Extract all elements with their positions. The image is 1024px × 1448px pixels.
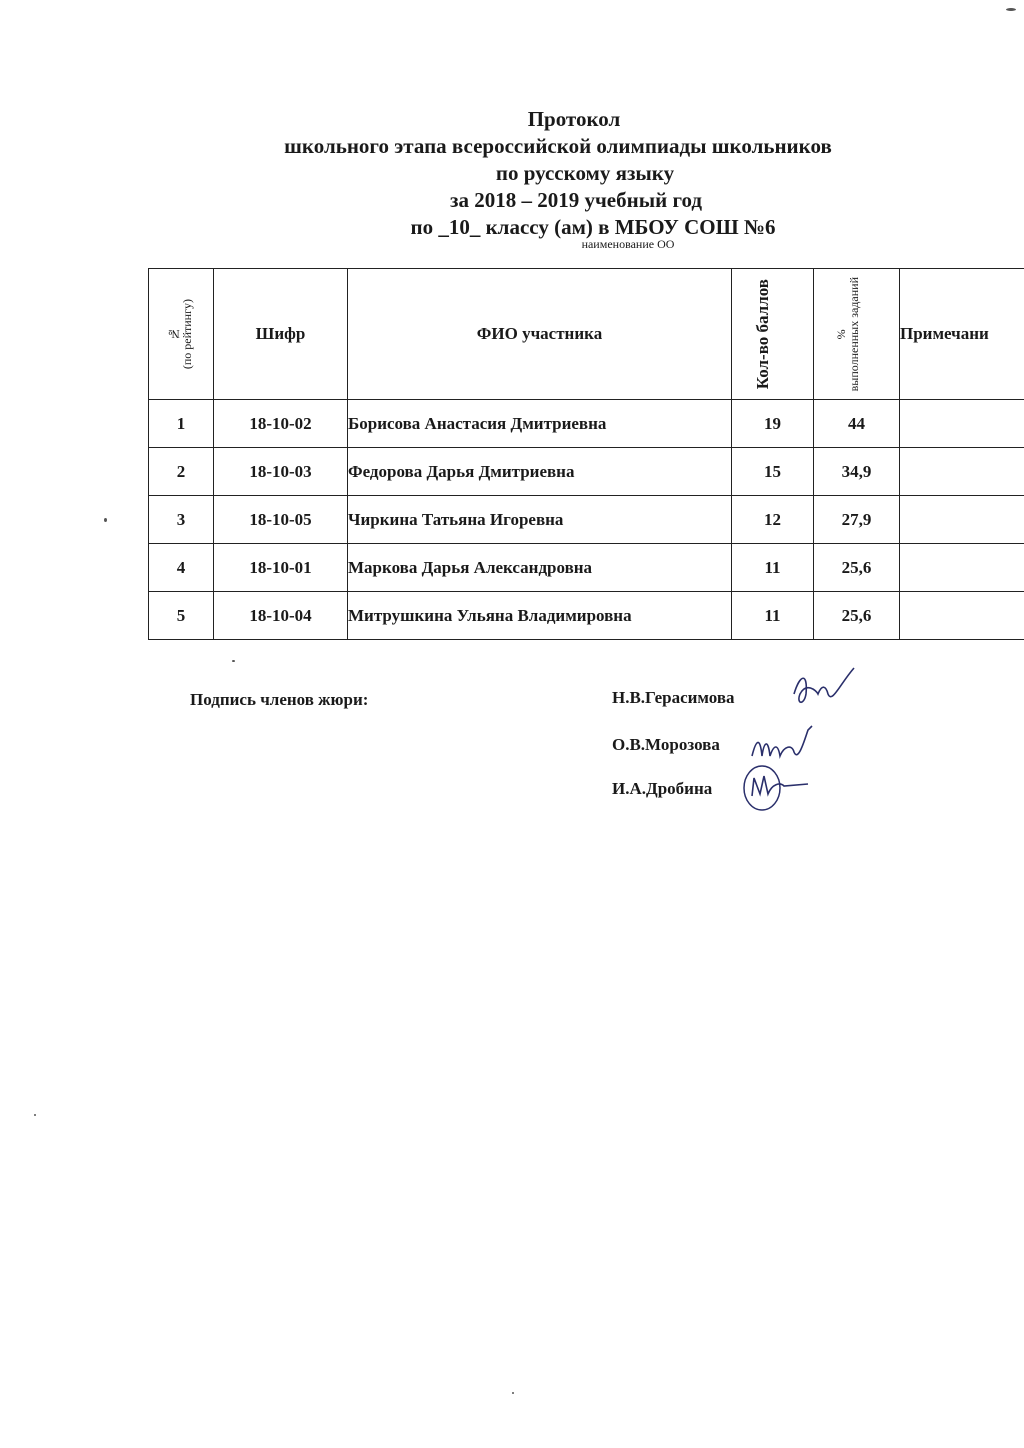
scan-speck: [1006, 8, 1016, 11]
row-code: 18-10-03: [214, 448, 348, 496]
table-row: [149, 400, 1024, 448]
row-score: 12: [732, 496, 814, 544]
table-row: [149, 448, 1024, 496]
header-percent-label: выполненных заданий: [847, 276, 861, 392]
table-row: [149, 592, 1024, 640]
header-code: Шифр: [214, 269, 348, 400]
row-name: Митрушкина Ульяна Владимировна: [348, 592, 732, 640]
row-score: 19: [732, 400, 814, 448]
row-name: Чиркина Татьяна Игоревна: [348, 496, 732, 544]
row-note: [900, 544, 1024, 592]
row-name: Федорова Дарья Дмитриевна: [348, 448, 732, 496]
header-note: Примечани: [900, 269, 1024, 400]
row-score: 11: [732, 544, 814, 592]
row-code: 18-10-05: [214, 496, 348, 544]
row-percent: 44: [814, 400, 900, 448]
document-header: [0, 106, 1024, 250]
header-rank-label: (по рейтингу): [180, 298, 194, 370]
results-table-wrap: [148, 268, 1024, 640]
row-code: 18-10-04: [214, 592, 348, 640]
row-note: [900, 592, 1024, 640]
scan-speck: [104, 518, 107, 522]
row-rank: 3: [149, 496, 214, 544]
olympiad-stage: школьного этапа всероссийской олимпиады школьников: [284, 134, 832, 158]
row-percent: 27,9: [814, 496, 900, 544]
row-note: [900, 496, 1024, 544]
handwritten-signature-3: [740, 754, 812, 814]
handwritten-signature-1: [786, 664, 858, 710]
header-percent-symbol: %: [834, 329, 848, 339]
row-name: Маркова Дарья Александровна: [348, 544, 732, 592]
row-rank: 1: [149, 400, 214, 448]
row-rank: 5: [149, 592, 214, 640]
header-score: [732, 269, 814, 400]
results-table: [148, 268, 1024, 640]
table-header-row: [149, 269, 1024, 400]
row-percent: 25,6: [814, 592, 900, 640]
row-note: [900, 448, 1024, 496]
subject-line: по русскому языку: [495, 161, 675, 185]
table-row: [149, 496, 1024, 544]
row-name: Борисова Анастасия Дмитриевна: [348, 400, 732, 448]
header-percent: [814, 269, 900, 400]
row-percent: 34,9: [814, 448, 900, 496]
row-note: [900, 400, 1024, 448]
school-year-line: за 2018 – 2019 учебный год: [450, 188, 702, 212]
header-name: ФИО участника: [348, 269, 732, 400]
jury-member-2: О.В.Морозова: [612, 735, 720, 754]
scan-speck: [232, 660, 235, 662]
row-score: 15: [732, 448, 814, 496]
row-percent: 25,6: [814, 544, 900, 592]
row-score: 11: [732, 592, 814, 640]
row-rank: 2: [149, 448, 214, 496]
table-row: [149, 544, 1024, 592]
scan-speck: [34, 1114, 36, 1116]
class-school-line: по _10_ классу (ам) в МБОУ СОШ №6: [410, 215, 776, 239]
jury-signature-label: Подпись членов жюри:: [190, 690, 369, 709]
header-rank-symbol: №: [167, 327, 181, 341]
jury-member-1: Н.В.Герасимова: [612, 688, 735, 707]
doc-title: Протокол: [527, 107, 621, 131]
jury-member-3: И.А.Дробина: [612, 779, 713, 798]
scan-speck: [512, 1392, 514, 1394]
row-rank: 4: [149, 544, 214, 592]
org-caption: наименование ОО: [581, 237, 675, 251]
header-rank: [149, 269, 214, 400]
row-code: 18-10-02: [214, 400, 348, 448]
header-score-label: Кол-во баллов: [752, 278, 772, 390]
row-code: 18-10-01: [214, 544, 348, 592]
